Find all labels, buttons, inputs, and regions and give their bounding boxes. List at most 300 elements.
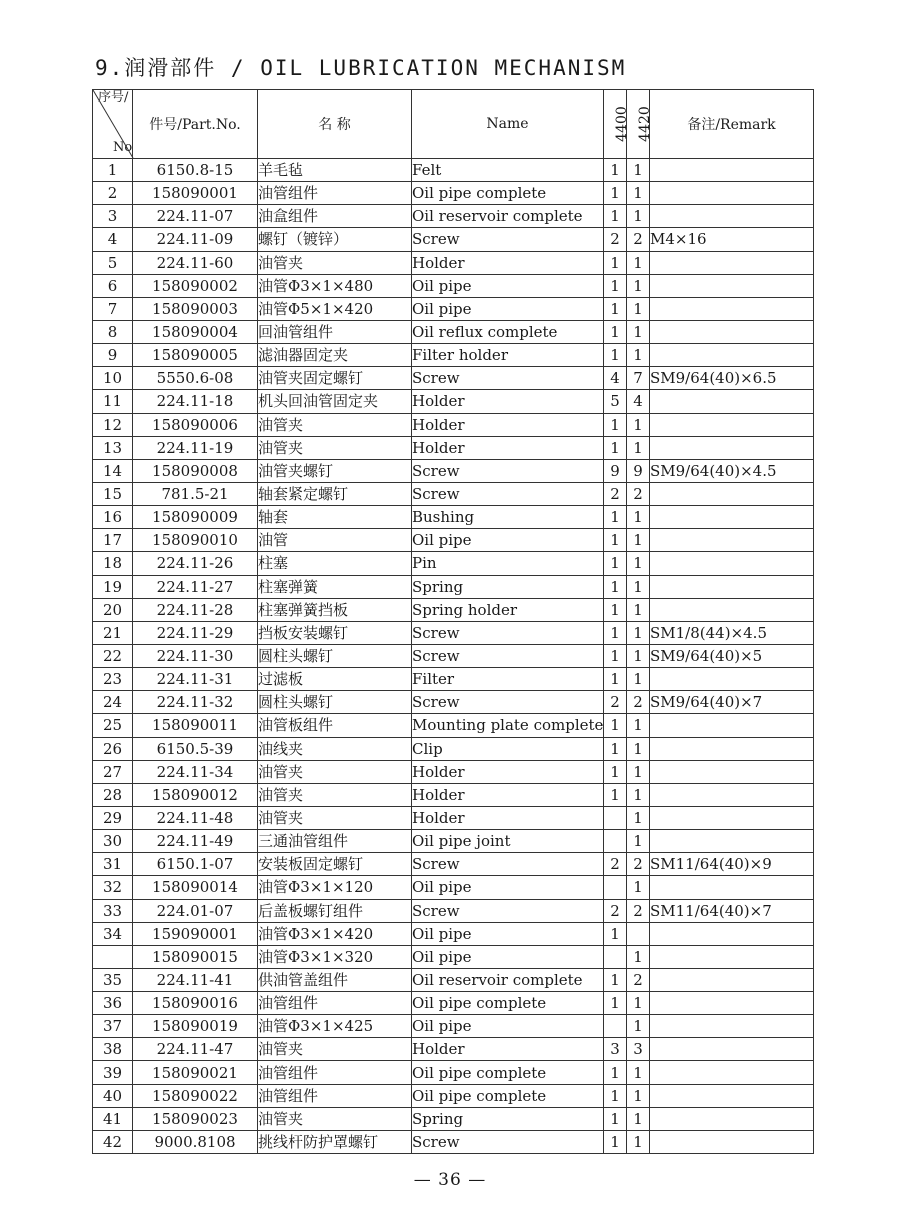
qty-4420-cell: 1	[627, 760, 650, 783]
part-number-cell: 224.11-30	[133, 644, 258, 667]
remark-cell: SM1/8(44)×4.5	[650, 621, 814, 644]
chinese-name-cell: 油管夹	[258, 760, 412, 783]
english-name-cell: Oil pipe complete	[412, 992, 604, 1015]
header-name: Name	[412, 90, 604, 159]
part-number-cell: 158090001	[133, 182, 258, 205]
qty-4400-cell	[604, 876, 627, 899]
qty-4400-cell: 1	[604, 783, 627, 806]
qty-4400-cell: 1	[604, 320, 627, 343]
remark-cell	[650, 1084, 814, 1107]
qty-4420-cell: 1	[627, 529, 650, 552]
qty-4420-cell: 2	[627, 228, 650, 251]
chinese-name-cell: 滤油器固定夹	[258, 344, 412, 367]
chinese-name-cell: 油管Φ3×1×420	[258, 922, 412, 945]
remark-cell	[650, 1038, 814, 1061]
table-row	[93, 529, 814, 552]
table-row	[93, 436, 814, 459]
row-number-cell: 33	[93, 899, 133, 922]
row-number-cell: 38	[93, 1038, 133, 1061]
remark-cell	[650, 1061, 814, 1084]
table-row	[93, 390, 814, 413]
english-name-cell: Screw	[412, 228, 604, 251]
chinese-name-cell: 圆柱头螺钉	[258, 644, 412, 667]
qty-4400-cell	[604, 806, 627, 829]
row-number-cell: 9	[93, 344, 133, 367]
header-no-top: 序号/	[98, 90, 129, 105]
table-row	[93, 1107, 814, 1130]
qty-4420-cell: 1	[627, 575, 650, 598]
part-number-cell: 6150.5-39	[133, 737, 258, 760]
table-row	[93, 482, 814, 505]
qty-4420-cell: 1	[627, 992, 650, 1015]
table-row	[93, 251, 814, 274]
table-row	[93, 621, 814, 644]
qty-4400-cell: 1	[604, 968, 627, 991]
english-name-cell: Oil pipe complete	[412, 182, 604, 205]
part-number-cell: 224.11-29	[133, 621, 258, 644]
qty-4400-cell: 3	[604, 1038, 627, 1061]
chinese-name-cell: 油管夹	[258, 436, 412, 459]
qty-4420-cell: 1	[627, 1061, 650, 1084]
table-row	[93, 297, 814, 320]
table-row	[93, 899, 814, 922]
qty-4420-cell: 1	[627, 1015, 650, 1038]
remark-cell	[650, 806, 814, 829]
chinese-name-cell: 回油管组件	[258, 320, 412, 343]
part-number-cell: 224.11-41	[133, 968, 258, 991]
remark-cell	[650, 968, 814, 991]
row-number-cell: 1	[93, 159, 133, 182]
part-number-cell: 224.11-07	[133, 205, 258, 228]
part-number-cell: 224.11-26	[133, 552, 258, 575]
table-row	[93, 205, 814, 228]
chinese-name-cell: 羊毛毡	[258, 159, 412, 182]
remark-cell	[650, 714, 814, 737]
qty-4400-cell: 2	[604, 228, 627, 251]
table-row	[93, 598, 814, 621]
qty-4400-cell	[604, 1015, 627, 1038]
qty-4420-cell: 1	[627, 876, 650, 899]
remark-cell	[650, 737, 814, 760]
part-number-cell: 224.11-19	[133, 436, 258, 459]
english-name-cell: Oil pipe	[412, 876, 604, 899]
row-number-cell: 28	[93, 783, 133, 806]
part-number-cell: 158090008	[133, 459, 258, 482]
qty-4400-cell: 1	[604, 182, 627, 205]
qty-4400-cell: 2	[604, 482, 627, 505]
row-number-cell: 4	[93, 228, 133, 251]
chinese-name-cell: 油线夹	[258, 737, 412, 760]
chinese-name-cell: 油管Φ3×1×480	[258, 274, 412, 297]
remark-cell	[650, 945, 814, 968]
table-row	[93, 182, 814, 205]
part-number-cell: 158090011	[133, 714, 258, 737]
remark-cell	[650, 159, 814, 182]
qty-4420-cell: 1	[627, 830, 650, 853]
row-number-cell: 29	[93, 806, 133, 829]
english-name-cell: Oil pipe	[412, 922, 604, 945]
chinese-name-cell: 供油管盖组件	[258, 968, 412, 991]
table-row	[93, 853, 814, 876]
english-name-cell: Screw	[412, 853, 604, 876]
english-name-cell: Holder	[412, 806, 604, 829]
row-number-cell: 11	[93, 390, 133, 413]
chinese-name-cell: 油管组件	[258, 1084, 412, 1107]
part-number-cell: 158090022	[133, 1084, 258, 1107]
row-number-cell: 24	[93, 691, 133, 714]
remark-cell	[650, 344, 814, 367]
page-title: 9.润滑部件 / OIL LUBRICATION MECHANISM	[95, 56, 627, 80]
remark-cell	[650, 876, 814, 899]
chinese-name-cell: 轴套	[258, 506, 412, 529]
english-name-cell: Pin	[412, 552, 604, 575]
row-number-cell: 15	[93, 482, 133, 505]
remark-cell	[650, 760, 814, 783]
table-row	[93, 968, 814, 991]
row-number-cell: 16	[93, 506, 133, 529]
qty-4400-cell: 1	[604, 1061, 627, 1084]
english-name-cell: Mounting plate complete	[412, 714, 604, 737]
qty-4400-cell: 1	[604, 621, 627, 644]
row-number-cell: 23	[93, 668, 133, 691]
remark-cell	[650, 1107, 814, 1130]
english-name-cell: Oil reservoir complete	[412, 205, 604, 228]
table-row	[93, 830, 814, 853]
qty-4420-cell: 1	[627, 644, 650, 667]
remark-cell: SM9/64(40)×4.5	[650, 459, 814, 482]
qty-4400-cell: 1	[604, 598, 627, 621]
chinese-name-cell: 挡板安装螺钉	[258, 621, 412, 644]
chinese-name-cell: 油管夹	[258, 1107, 412, 1130]
table-row	[93, 691, 814, 714]
row-number-cell: 12	[93, 413, 133, 436]
row-number-cell: 18	[93, 552, 133, 575]
qty-4420-cell	[627, 922, 650, 945]
table-row	[93, 506, 814, 529]
part-number-cell: 6150.8-15	[133, 159, 258, 182]
qty-4400-cell: 1	[604, 1130, 627, 1153]
english-name-cell: Oil pipe	[412, 274, 604, 297]
qty-4400-cell: 1	[604, 205, 627, 228]
chinese-name-cell: 过滤板	[258, 668, 412, 691]
english-name-cell: Holder	[412, 390, 604, 413]
page-number: — 36 —	[413, 1170, 487, 1190]
row-number-cell: 35	[93, 968, 133, 991]
qty-4400-cell: 1	[604, 506, 627, 529]
table-row	[93, 274, 814, 297]
row-number-cell: 20	[93, 598, 133, 621]
part-number-cell: 224.11-31	[133, 668, 258, 691]
qty-4400-cell: 2	[604, 899, 627, 922]
part-number-cell: 158090003	[133, 297, 258, 320]
table-row	[93, 459, 814, 482]
row-number-cell: 25	[93, 714, 133, 737]
part-number-cell: 224.11-28	[133, 598, 258, 621]
chinese-name-cell: 后盖板螺钉组件	[258, 899, 412, 922]
row-number-cell: 5	[93, 251, 133, 274]
qty-4420-cell: 1	[627, 1130, 650, 1153]
table-row	[93, 575, 814, 598]
part-number-cell: 224.11-09	[133, 228, 258, 251]
chinese-name-cell: 油管Φ5×1×420	[258, 297, 412, 320]
row-number-cell: 2	[93, 182, 133, 205]
chinese-name-cell: 挑线杆防护罩螺钉	[258, 1130, 412, 1153]
chinese-name-cell: 油管夹螺钉	[258, 459, 412, 482]
chinese-name-cell: 圆柱头螺钉	[258, 691, 412, 714]
chinese-name-cell: 油管夹	[258, 806, 412, 829]
table-row	[93, 714, 814, 737]
remark-cell	[650, 205, 814, 228]
table-row	[93, 228, 814, 251]
remark-cell	[650, 668, 814, 691]
table-row	[93, 668, 814, 691]
qty-4420-cell: 3	[627, 1038, 650, 1061]
qty-4400-cell: 1	[604, 1107, 627, 1130]
qty-4420-cell: 1	[627, 714, 650, 737]
row-number-cell: 42	[93, 1130, 133, 1153]
english-name-cell: Clip	[412, 737, 604, 760]
qty-4420-cell: 2	[627, 968, 650, 991]
qty-4400-cell: 2	[604, 691, 627, 714]
chinese-name-cell: 油盒组件	[258, 205, 412, 228]
chinese-name-cell: 柱塞	[258, 552, 412, 575]
row-number-cell: 26	[93, 737, 133, 760]
qty-4420-cell: 1	[627, 621, 650, 644]
qty-4420-cell: 7	[627, 367, 650, 390]
part-number-cell: 158090015	[133, 945, 258, 968]
remark-cell	[650, 297, 814, 320]
chinese-name-cell: 油管夹	[258, 1038, 412, 1061]
header-no-bottom: No	[113, 140, 133, 155]
qty-4400-cell: 5	[604, 390, 627, 413]
chinese-name-cell: 轴套紧定螺钉	[258, 482, 412, 505]
part-number-cell: 224.11-49	[133, 830, 258, 853]
header-no	[93, 90, 133, 159]
remark-cell: SM9/64(40)×5	[650, 644, 814, 667]
english-name-cell: Oil pipe joint	[412, 830, 604, 853]
english-name-cell: Holder	[412, 1038, 604, 1061]
row-number-cell: 21	[93, 621, 133, 644]
english-name-cell: Oil reservoir complete	[412, 968, 604, 991]
qty-4400-cell: 1	[604, 344, 627, 367]
header-part-no: 件号/Part.No.	[133, 90, 258, 159]
table-row	[93, 922, 814, 945]
qty-4420-cell: 1	[627, 413, 650, 436]
row-number-cell: 7	[93, 297, 133, 320]
english-name-cell: Screw	[412, 367, 604, 390]
english-name-cell: Oil pipe	[412, 529, 604, 552]
qty-4420-cell: 1	[627, 598, 650, 621]
row-number-cell: 37	[93, 1015, 133, 1038]
row-number-cell: 30	[93, 830, 133, 853]
remark-cell	[650, 575, 814, 598]
part-number-cell: 224.11-34	[133, 760, 258, 783]
english-name-cell: Screw	[412, 459, 604, 482]
qty-4400-cell	[604, 945, 627, 968]
table-row	[93, 945, 814, 968]
qty-4400-cell: 1	[604, 644, 627, 667]
remark-cell	[650, 506, 814, 529]
english-name-cell: Oil pipe complete	[412, 1061, 604, 1084]
header-qty-4400	[604, 90, 630, 159]
part-number-cell: 158090021	[133, 1061, 258, 1084]
table-row	[93, 1130, 814, 1153]
qty-4400-cell: 1	[604, 413, 627, 436]
chinese-name-cell: 油管Φ3×1×120	[258, 876, 412, 899]
qty-4420-cell: 1	[627, 251, 650, 274]
qty-4420-cell: 2	[627, 853, 650, 876]
qty-4420-cell: 4	[627, 390, 650, 413]
qty-4420-cell: 1	[627, 1107, 650, 1130]
row-number-cell: 34	[93, 922, 133, 945]
remark-cell: SM9/64(40)×6.5	[650, 367, 814, 390]
part-number-cell: 158090014	[133, 876, 258, 899]
english-name-cell: Screw	[412, 1130, 604, 1153]
qty-4420-cell: 1	[627, 945, 650, 968]
header-remark: 备注/Remark	[650, 90, 814, 159]
header-qty-4420-label: 4420	[636, 106, 653, 142]
qty-4420-cell: 2	[627, 899, 650, 922]
table-row	[93, 737, 814, 760]
qty-4400-cell: 1	[604, 575, 627, 598]
qty-4420-cell: 2	[627, 482, 650, 505]
table-row	[93, 413, 814, 436]
row-number-cell: 10	[93, 367, 133, 390]
row-number-cell: 22	[93, 644, 133, 667]
qty-4420-cell: 1	[627, 1084, 650, 1107]
english-name-cell: Holder	[412, 251, 604, 274]
qty-4400-cell: 1	[604, 436, 627, 459]
english-name-cell: Oil pipe complete	[412, 1084, 604, 1107]
table-row	[93, 1015, 814, 1038]
part-number-cell: 158090002	[133, 274, 258, 297]
row-number-cell: 32	[93, 876, 133, 899]
english-name-cell: Filter holder	[412, 344, 604, 367]
chinese-name-cell: 三通油管组件	[258, 830, 412, 853]
chinese-name-cell: 油管	[258, 529, 412, 552]
part-number-cell: 224.01-07	[133, 899, 258, 922]
table-row	[93, 1038, 814, 1061]
part-number-cell: 158090009	[133, 506, 258, 529]
row-number-cell: 27	[93, 760, 133, 783]
qty-4400-cell	[604, 830, 627, 853]
chinese-name-cell: 油管夹	[258, 413, 412, 436]
qty-4400-cell: 1	[604, 737, 627, 760]
remark-cell: SM9/64(40)×7	[650, 691, 814, 714]
english-name-cell: Holder	[412, 413, 604, 436]
remark-cell	[650, 830, 814, 853]
qty-4420-cell: 1	[627, 806, 650, 829]
english-name-cell: Oil reflux complete	[412, 320, 604, 343]
part-number-cell: 224.11-47	[133, 1038, 258, 1061]
qty-4420-cell: 1	[627, 320, 650, 343]
qty-4420-cell: 1	[627, 182, 650, 205]
qty-4420-cell: 1	[627, 737, 650, 760]
remark-cell	[650, 274, 814, 297]
qty-4400-cell: 1	[604, 992, 627, 1015]
qty-4400-cell: 1	[604, 297, 627, 320]
chinese-name-cell: 油管组件	[258, 182, 412, 205]
remark-cell: SM11/64(40)×9	[650, 853, 814, 876]
part-number-cell: 781.5-21	[133, 482, 258, 505]
table-row	[93, 367, 814, 390]
part-number-cell: 224.11-18	[133, 390, 258, 413]
table-row	[93, 876, 814, 899]
qty-4420-cell: 1	[627, 668, 650, 691]
remark-cell: M4×16	[650, 228, 814, 251]
english-name-cell: Filter	[412, 668, 604, 691]
header-qty-4420	[627, 90, 653, 159]
part-number-cell: 224.11-27	[133, 575, 258, 598]
part-number-cell: 9000.8108	[133, 1130, 258, 1153]
qty-4420-cell: 1	[627, 783, 650, 806]
part-number-cell: 224.11-60	[133, 251, 258, 274]
chinese-name-cell: 油管Φ3×1×320	[258, 945, 412, 968]
table-row	[93, 783, 814, 806]
row-number-cell: 3	[93, 205, 133, 228]
qty-4420-cell: 1	[627, 344, 650, 367]
qty-4400-cell: 1	[604, 1084, 627, 1107]
part-number-cell: 158090006	[133, 413, 258, 436]
chinese-name-cell: 油管组件	[258, 1061, 412, 1084]
remark-cell	[650, 1130, 814, 1153]
remark-cell	[650, 320, 814, 343]
chinese-name-cell: 油管夹	[258, 783, 412, 806]
english-name-cell: Oil pipe	[412, 945, 604, 968]
row-number-cell: 6	[93, 274, 133, 297]
remark-cell	[650, 1015, 814, 1038]
part-number-cell: 5550.6-08	[133, 367, 258, 390]
qty-4420-cell: 1	[627, 205, 650, 228]
qty-4400-cell: 1	[604, 668, 627, 691]
english-name-cell: Felt	[412, 159, 604, 182]
chinese-name-cell: 油管板组件	[258, 714, 412, 737]
remark-cell: SM11/64(40)×7	[650, 899, 814, 922]
english-name-cell: Spring	[412, 575, 604, 598]
row-number-cell: 41	[93, 1107, 133, 1130]
table-row	[93, 344, 814, 367]
qty-4400-cell: 1	[604, 529, 627, 552]
row-number-cell: 8	[93, 320, 133, 343]
english-name-cell: Oil pipe	[412, 1015, 604, 1038]
chinese-name-cell: 螺钉（镀锌）	[258, 228, 412, 251]
table-header-row	[93, 90, 814, 159]
qty-4400-cell: 9	[604, 459, 627, 482]
english-name-cell: Bushing	[412, 506, 604, 529]
part-number-cell: 158090019	[133, 1015, 258, 1038]
qty-4400-cell: 1	[604, 159, 627, 182]
part-number-cell: 158090012	[133, 783, 258, 806]
chinese-name-cell: 机头回油管固定夹	[258, 390, 412, 413]
table-row	[93, 320, 814, 343]
part-number-cell: 158090016	[133, 992, 258, 1015]
english-name-cell: Spring	[412, 1107, 604, 1130]
chinese-name-cell: 柱塞弹簧	[258, 575, 412, 598]
row-number-cell: 31	[93, 853, 133, 876]
remark-cell	[650, 529, 814, 552]
header-cn-name: 名 称	[258, 90, 412, 159]
qty-4400-cell: 4	[604, 367, 627, 390]
english-name-cell: Screw	[412, 482, 604, 505]
table-row	[93, 552, 814, 575]
header-qty-4400-label: 4400	[613, 106, 630, 142]
qty-4420-cell: 1	[627, 552, 650, 575]
row-number-cell: 36	[93, 992, 133, 1015]
part-number-cell: 224.11-32	[133, 691, 258, 714]
remark-cell	[650, 182, 814, 205]
table-row	[93, 992, 814, 1015]
remark-cell	[650, 992, 814, 1015]
